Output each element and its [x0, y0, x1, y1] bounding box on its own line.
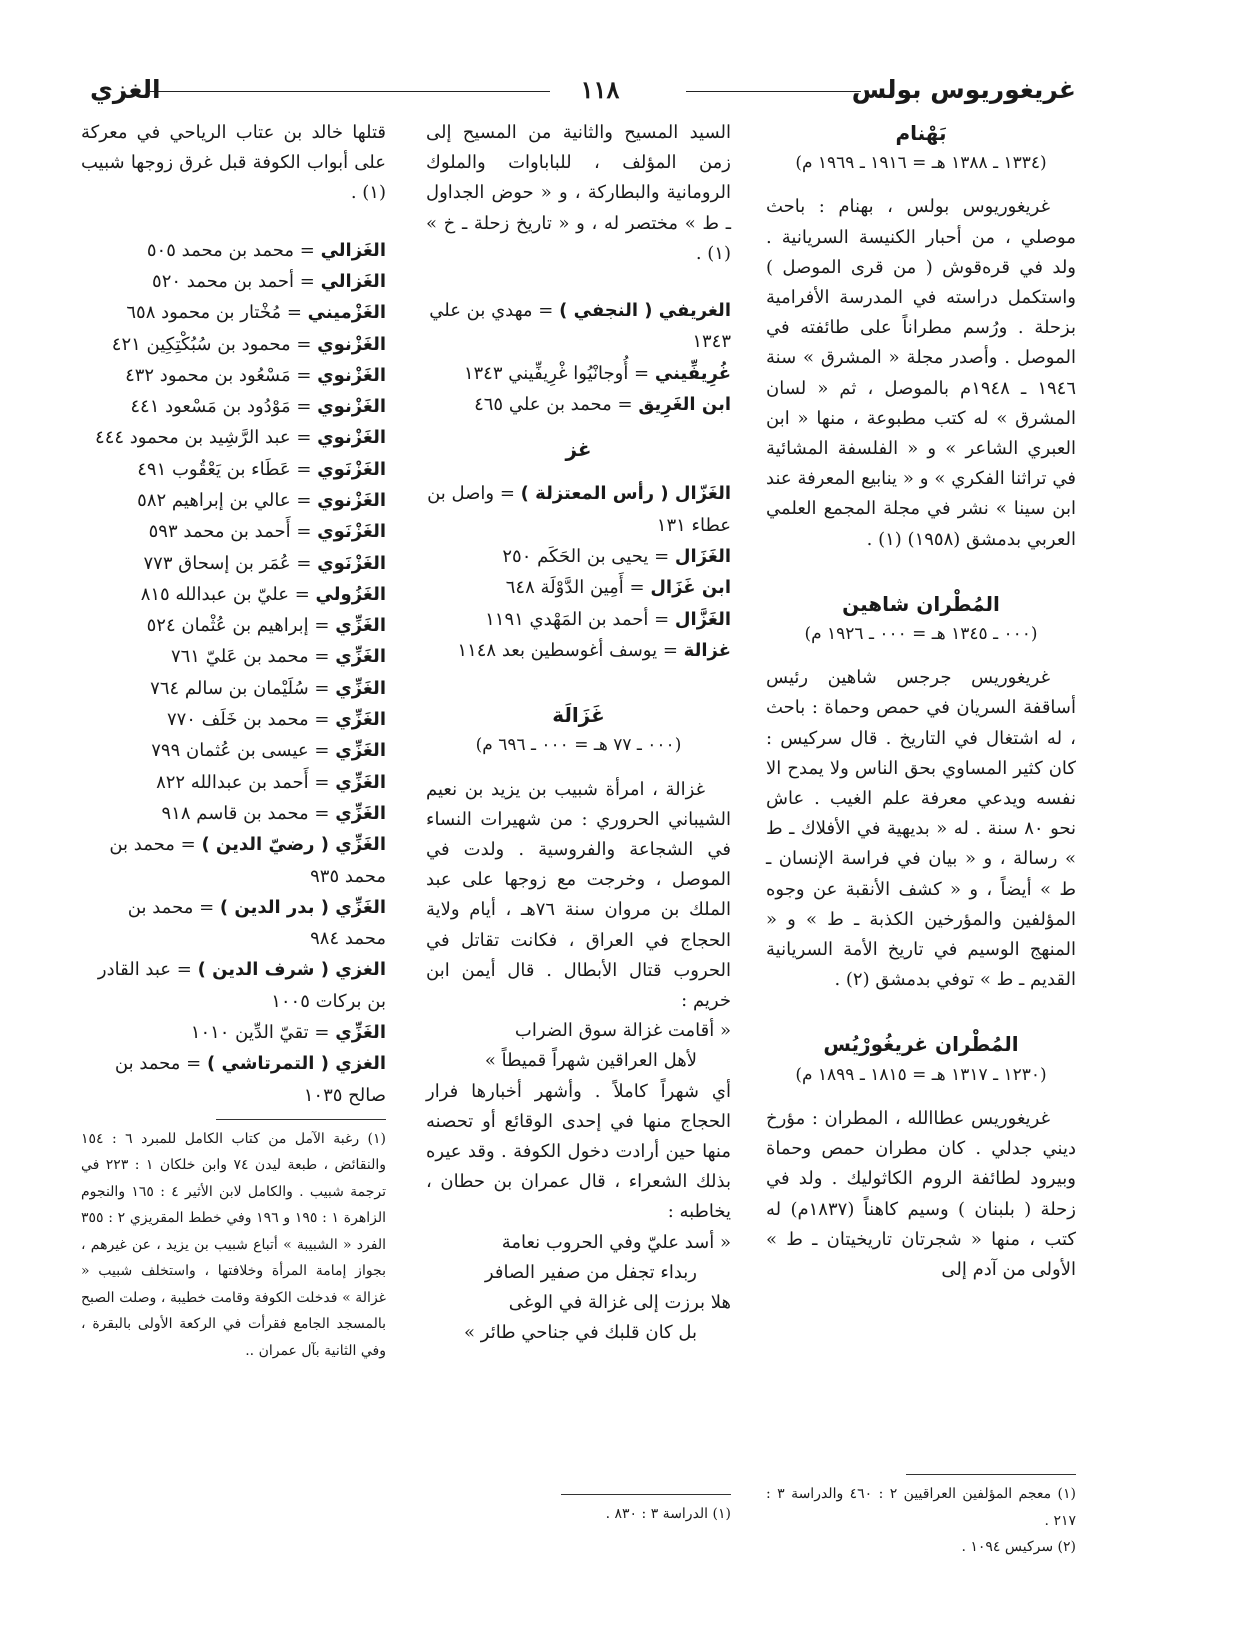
xref-list [81, 235, 386, 1111]
entry-dates: (١٣٣٤ ـ ١٣٨٨ هـ = ١٩١٦ ـ ١٩٦٩ م) [795, 153, 1047, 174]
xref-term: الغَزَال [674, 546, 731, 567]
xref-term: الغَزِّي [335, 802, 386, 824]
xref-term: الغَزْنوي [317, 333, 386, 355]
xref-ref: = عبد القادر بن بركات ١٠٠٥ [97, 959, 386, 1012]
xref-term: الغَزْنوي [317, 427, 386, 449]
xref-term: الغَزِّي ( بدر الدين ) [219, 896, 386, 918]
entry-name: غَزَالَة [552, 703, 605, 728]
xref-ref: = مُخْتار بن محمود ٦٥٨ [126, 302, 302, 324]
xref-term: الغزي ( شرف الدين ) [197, 959, 386, 981]
entry-dates: (١٢٣٠ ـ ١٣١٧ هـ = ١٨١٥ ـ ١٨٩٩ م) [795, 1064, 1047, 1085]
column-middle [426, 118, 731, 1348]
header-rule-left [150, 91, 550, 92]
xref-ref: = أحمد بن المَهْدي ١١٩١ [485, 608, 670, 630]
entry-text: غريغوريس جرجس شاهين رئيس أساقفة السريان في حمص وحماة : باحث ، له اشتغال في التاريخ . قال سركيس : كان كثير المساوي بحق الناس ولا يمدح الا نفسه ويدعي معرفة علم الغيب . عاش نحو ٨٠ سنة . له « بديهية في الأفلاك ـ ط » رسالة ، و « بيان في فراسة الإنسان ـ ط » أيضاً ، و « كشف الأنقبة عن وجوه المؤلفين والمؤرخين الكذبة ـ ط » و « المنهج الوسيم في تاريخ الأمة السريانية القديم ـ ط » توفي بدمشق (٢) . [766, 667, 1076, 991]
entry-dates: (٠٠٠ ـ ٧٧ هـ = ٠٠٠ ـ ٦٩٦ م) [475, 735, 682, 756]
xref-ref: = تقيّ الدِّين ١٠١٠ [190, 1022, 330, 1044]
xref-entry [426, 358, 731, 389]
xref-entry [81, 516, 386, 547]
xref-entry [81, 610, 386, 641]
xref-term: الغَزْنَوي [317, 521, 386, 543]
xref-entry [81, 798, 386, 829]
xref-entry [81, 454, 386, 485]
xref-term: الغَزْميني [307, 302, 386, 324]
xref-ref: = يحيى بن الحَكَم ٢٥٠ [502, 546, 670, 567]
footnotes-right [766, 1474, 1076, 1561]
xref-entry [81, 548, 386, 579]
xref-entry [81, 767, 386, 798]
xref-entry [81, 1048, 386, 1111]
verse-line: بل كان قلبك في جناحي طائر » [464, 1322, 697, 1344]
xref-entry [81, 360, 386, 391]
xref-ref: = محمد بن عَليّ ٧٦١ [170, 646, 330, 668]
xref-entry [81, 829, 386, 892]
xref-term: الغَزِّي ( رضيّ الدين ) [201, 834, 386, 856]
poem-verse [426, 1228, 731, 1349]
xref-entry [426, 572, 731, 603]
xref-entry [81, 329, 386, 360]
xref-entry [81, 579, 386, 610]
xref-entry [81, 297, 386, 328]
xref-ref: = سُلَيْمان بن سالم ٧٦٤ [150, 677, 330, 699]
continuation-text: قتلها خالد بن عتاب الرياحي في معركة على أبواب الكوفة قبل غرق زوجها شبيب (١) . [81, 122, 386, 204]
xref-ref: = مَسْعُود بن محمود ٤٣٢ [125, 364, 312, 386]
xref-entry [81, 641, 386, 672]
entry-dates: (٠٠٠ ـ ١٣٤٥ هـ = ٠٠٠ ـ ١٩٢٦ م) [804, 624, 1038, 645]
verse-line: « أسد عليّ وفي الحروب نعامة [501, 1231, 731, 1253]
xref-ref: = محمود بن سُبُكْتِكِين ٤٢١ [111, 333, 312, 355]
footnote-rule [216, 1119, 386, 1120]
column-left [81, 118, 386, 1364]
xref-term: الغريفي ( النجفي ) [559, 300, 731, 322]
verse-line: « أقامت غزالة سوق الضراب [514, 1020, 731, 1042]
verse-line: ربداء تجفل من صفير الصافر [484, 1261, 697, 1283]
xref-term: الغَزْنوي [317, 396, 386, 418]
entry-text: أي شهراً كاملاً . وأشهر أخبارها فرار الحجاج منها في إحدى الوقائع أو تحصنه منها حين أرادت دخول الكوفة . وقد عيره بذلك الشعراء ، قال عمران بن حطان ، يخاطبه : [426, 1080, 731, 1223]
footnote-rule [561, 1494, 731, 1495]
xref-ref: = إبراهيم بن عُثْمان ٥٢٤ [146, 615, 330, 637]
xref-entry [426, 604, 731, 635]
xref-term: الغَزْنَوي [317, 552, 386, 574]
xref-entry [81, 735, 386, 766]
xref-term: الغزي ( التمرتاشي ) [206, 1053, 386, 1075]
xref-ref: = عَطَاء بن يَعْقُوب ٤٩١ [137, 458, 312, 480]
column-right [766, 118, 1076, 1285]
xref-ref: = أَمِين الدَّوْلَة ٦٤٨ [505, 577, 645, 599]
xref-entry [81, 391, 386, 422]
entry-name: بَهْنام [895, 121, 947, 145]
xref-entry [426, 478, 731, 541]
xref-ref: = أَحمد بن محمد ٥٩٣ [148, 521, 312, 543]
verse-line: لأهل العراقين شهراً قميطاً » [484, 1050, 697, 1072]
xref-ref: = محمد بن محمد ٩٣٥ [109, 834, 386, 887]
xref-ref: = أَحمد بن عبدالله ٨٢٢ [156, 771, 330, 793]
entry-text: غريغوريس عطاالله ، المطران : مؤرخ ديني جدلي . كان مطران حمص وحماة وبيرود لطائفة الروم الكاثوليك . ولد في زحلة ( بلبنان ) وسيم كاهناً (١٨٣٧م) له كتب ، منها « شجرتان تاريخيتان ـ ط » الأولى من آدم إلى [766, 1107, 1076, 1280]
xref-entry [426, 389, 731, 420]
page-number: ١١٨ [580, 75, 620, 104]
xref-ref: = أُوجانْيُوا غْرِيفِّيني ١٣٤٣ [463, 362, 650, 384]
xref-ref: = محمد بن قاسم ٩١٨ [161, 802, 330, 824]
xref-term: الغَزّال ( رأس المعتزلة ) [520, 483, 731, 505]
xref-entry [81, 673, 386, 704]
xref-ref: = أحمد بن محمد ٥٢٠ [152, 270, 315, 292]
xref-ref: = محمد بن محمد ٥٠٥ [146, 239, 315, 261]
xref-term: الغَزالي [320, 270, 386, 292]
xref-term: غزالة [683, 639, 731, 661]
section-heading: غز [565, 437, 592, 462]
xref-entry [426, 635, 731, 666]
xref-term: الغَزِّي [335, 646, 386, 668]
entry-name: المُطْران شاهين [842, 591, 1000, 616]
xref-term: الغَزِّي [335, 677, 386, 699]
xref-term: الغَزْنَوي [317, 458, 386, 480]
xref-term: ابن الغَرِيق [638, 393, 731, 415]
footnote: (٢) سركيس ١٠٩٤ . [961, 1539, 1076, 1555]
xref-entry [426, 295, 731, 358]
xref-entry [81, 1017, 386, 1048]
entry-text: غزالة ، امرأة شبيب بن يزيد بن نعيم الشيباني الحروري : من شهيرات النساء في الشجاعة والفروسية . ولدت في الموصل ، وخرجت مع زوجها على عبد الملك بن مروان سنة ٧٦هـ ، أيام ولاية الحجاج في العراق ، فكانت تقاتل في الحروب قتال الأبطال . قال أيمن ابن خريم : [426, 778, 731, 1012]
xref-ref: = محمد بن علي ٤٦٥ [474, 393, 633, 415]
xref-entry [81, 235, 386, 266]
xref-entry [426, 541, 731, 572]
xref-entry [81, 892, 386, 955]
xref-ref: = محمد بن خَلَف ٧٧٠ [166, 709, 330, 731]
xref-entry [81, 485, 386, 516]
xref-ref: = عيسى بن عُثمان ٧٩٩ [151, 740, 330, 762]
xref-entry [81, 704, 386, 735]
xref-ref: = محمد بن صالح ١٠٣٥ [114, 1053, 386, 1106]
footnote-rule [906, 1474, 1076, 1475]
running-head-right: غريغوريوس بولس [851, 75, 1076, 104]
xref-term: الغَزِّي [335, 771, 386, 793]
footnote: (١) الدراسة ٣ : ٨٣٠ . [605, 1506, 731, 1522]
footnote: (١) معجم المؤلفين العراقيين ٢ : ٤٦٠ والدراسة ٣ : ٢١٧ . [766, 1486, 1076, 1529]
entry-name: المُطْران غريغُورْيُس [823, 1032, 1019, 1057]
xref-ref: = واصل بن عطاء ١٣١ [427, 483, 731, 536]
xref-term: الغَزْنوي [317, 489, 386, 511]
xref-term: غُرِيفِّيني [654, 362, 731, 384]
xref-term: الغَزْنوي [317, 364, 386, 386]
xref-ref: = يوسف أغوسطين بعد ١١٤٨ [457, 639, 678, 661]
poem-verse [426, 1016, 731, 1076]
header-rule-right [686, 91, 861, 92]
entry-text: غريغوريوس بولس ، بهنام : باحث موصلي ، من أحبار الكنيسة السريانية . ولد في قرەقوش ( من قرى الموصل ) واستكمل دراسته في المدرسة الأفرامية بزحلة . ورُسم مطراناً على طائفته في الموصل . وأصدر مجلة « المشرق » سنة ١٩٤٦ ـ ١٩٤٨م بالموصل ، ثم « لسان المشرق » له كتب مطبوعة ، منها « ابن العبري الشاعر » و « الفلسفة المشائية في تراثنا الفكري » و « ينابيع المعرفة عند ابن سينا » نشر في مجلة المجمع العلمي العربي بدمشق (١٩٥٨) (١) . [766, 196, 1076, 550]
xref-ref: = عبد الرَّشِيد بن محمود ٤٤٤ [95, 427, 312, 449]
xref-ref: = عُمَر بن إسحاق ٧٧٣ [143, 552, 312, 574]
xref-ref: = عليّ بن عبدالله ٨١٥ [140, 583, 310, 605]
xref-term: الغَزِّي [335, 1022, 386, 1044]
xref-entry [81, 954, 386, 1017]
footnote: (١) رغبة الآمل من كتاب الكامل للمبرد ٦ : ١٥٤ والنقائض ، طبعة ليدن ٧٤ وابن خلكان ١ : ٢٢٣ في ترجمة شبيب . والكامل لابن الأثير ٤ : ١٦٥ والنجوم الزاهرة ١ : ١٩٥ و ١٩٦ وفي خطط المقريزي ٢ : ٣٥٥ الفرد « الشبيبة » أتباع شبيب بن يزيد ، عن غيرهم ، بجواز إمامة المرأة وخلافتها ، واستخلف شبيب « غزالة » فدخلت الكوفة وقامت خطيبة ، وصلت الصبح بالمسجد الجامع فقرأت في الركعة الأولى بالبقرة ، وفي الثانية بآل عمران .. [81, 1130, 387, 1359]
xref-term: الغَزِّي [335, 740, 386, 762]
xref-ref: = عالي بن إبراهيم ٥٨٢ [137, 489, 312, 511]
footnotes-middle [426, 1494, 731, 1528]
xref-entry [81, 266, 386, 297]
xref-term: الغَزِّي [335, 615, 386, 637]
xref-ref: = مهدي بن علي ١٣٤٣ [429, 300, 731, 353]
xref-entry [81, 422, 386, 453]
xref-term: الغَزِّي [335, 709, 386, 731]
xref-ref: = محمد بن محمد ٩٨٤ [127, 896, 386, 950]
xref-term: ابن غَزَال [650, 577, 731, 599]
xref-ref: = مَوْدُود بن مَسْعود ٤٤١ [130, 396, 312, 418]
xref-term: الغَزالي [320, 239, 386, 261]
xref-term: الغَزَّال [674, 608, 731, 630]
continuation-text: السيد المسيح والثانية من المسيح إلى زمن المؤلف ، للباباوات والملوك الرومانية والبطاركة ، و « حوض الجداول ـ ط » مختصر له ، و « تاريخ زحلة ـ خ » (١) . [426, 122, 731, 264]
running-head-left: الغزي [90, 75, 161, 104]
verse-line: هلا برزت إلى غزالة في الوغى [508, 1292, 731, 1314]
xref-term: الغَزُولي [315, 583, 386, 605]
